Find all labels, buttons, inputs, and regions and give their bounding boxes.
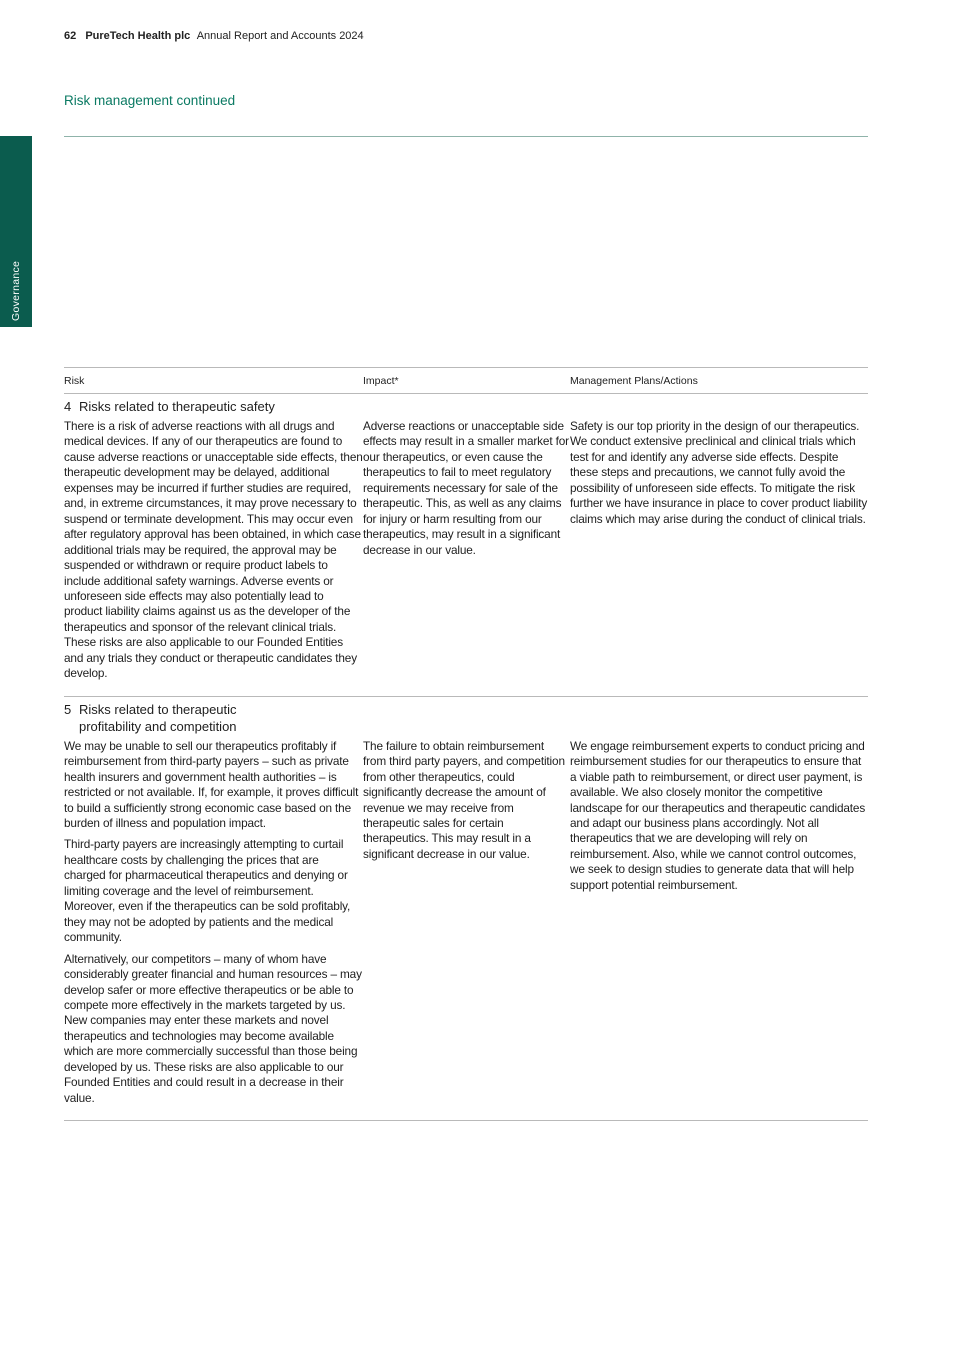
risk-title-text: Risks related to therapeutic safety	[79, 399, 275, 414]
risk-title	[64, 398, 868, 415]
risk-description	[64, 419, 363, 688]
governance-side-tab[interactable]	[0, 136, 32, 327]
page-number: 62	[64, 30, 77, 42]
risk-number: 4	[64, 399, 72, 414]
management-paragraph: We engage reimbursement experts to conduct pricing and reimbursement studies for our therapeutics to ensure that a viable path to reimbursement, or direct user payment, is available. We also closely monitor the competitive landscape for our therapeutics and therapeutic candidates and adapt our business plans accordingly. Not all therapeutics that we are developing will rely on reimbursement. Also, while we cannot control outcomes, we seek to design studies to generate data that will help support potential reimbursement.	[570, 738, 866, 892]
report-name: Annual Report and Accounts 2024	[196, 30, 364, 42]
risk-paragraph: Alternatively, our competitors – many of whom have considerably greater financial and human resources – may develop safer or more effective therapeutics or be able to compete more effectively in the markets targeted by us. New companies may enter these markets and novel therapeutics and technologies may become available which are more commercially successful than those being developed by us. These risks are also applicable to our Founded Entities and could result in a decrease in their value.	[64, 951, 362, 1105]
header-management: Management Plans/Actions	[570, 374, 698, 387]
side-tab-label: Governance	[10, 260, 22, 321]
risk-table	[64, 367, 868, 1121]
risk-title-text: Risks related to therapeutic profitability and competition	[79, 701, 237, 734]
header-risk: Risk	[64, 374, 85, 387]
header-impact: Impact*	[363, 374, 399, 387]
risk-paragraph: There is a risk of adverse reactions with all drugs and medical devices. If any of our therapeutics are found to cause adverse reactions or unacceptable side effects, then therapeutic development may be delayed, additional expenses may be incurred if further studies are required, and, in extreme circumstances, it may prove necessary to suspend or terminate development. This may occur even after regulatory approval has been obtained, in which case additional trials may be required, the approval may be suspended or withdrawn or require product labels to include additional safety warnings. Adverse events or unforeseen side effects may also potentially lead to product liability claims against us as the developer of the therapeutics and sponsor of the relevant clinical trials. These risks are also applicable to our Founded Entities and any trials they conduct or therapeutic candidates they develop.	[64, 419, 363, 681]
table-row	[64, 697, 868, 1121]
risk-paragraph: Third-party payers are increasingly attempting to curtail healthcare costs by challenging the prices that are charged for pharmaceutical therapeutics and denying or limiting coverage and the level of reimbursement. Moreover, even if the therapeutics can be sold profitably, they may not be adopted by patients and the medical community.	[64, 837, 351, 945]
risk-paragraph: We may be unable to sell our therapeutics profitably if reimbursement from third-party payers – such as private health insurers and government health authorities – is restricted or not available. If, for example, it proves difficult to build a sufficiently strong economic case based on the burden of illness and population impact.	[64, 738, 359, 830]
management-paragraph: Safety is our top priority in the design of our therapeutics. We conduct extensive preclinical and clinical trials which test for and identify any adverse side effects. Despite these steps and precautions, we cannot fully avoid the possibility of unforeseen side effects. To mitigate the risk further we have insurance in place to cover product liability claims which may arise during the conduct of clinical trials.	[570, 419, 868, 526]
page-header	[64, 30, 364, 42]
risk-title	[64, 701, 868, 735]
impact-text	[363, 419, 570, 688]
table-row	[64, 394, 868, 697]
impact-paragraph: Adverse reactions or unacceptable side effects may result in a smaller market for our therapeutics, or even cause the therapeutics to fail to meet regulatory requirements necessary for sale of the therapeutic. This, as well as any claims for injury or harm resulting from our therapeutics, may result in a significant decrease in our value.	[363, 419, 569, 557]
company-name: PureTech Health plc	[85, 30, 191, 42]
risk-description	[64, 739, 363, 1112]
table-header	[64, 368, 868, 394]
section-title: Risk management continued	[64, 93, 236, 108]
risk-number: 5	[64, 701, 72, 717]
divider	[64, 136, 868, 137]
impact-text	[363, 739, 570, 1112]
impact-paragraph: The failure to obtain reimbursement from third party payers, and competition from other therapeutics, could significantly decrease the amount of revenue we may receive from therapeutic sales for certain therapeutics. This may result in a significant decrease in our value.	[363, 738, 565, 861]
management-text	[570, 419, 868, 688]
management-text	[570, 739, 868, 1112]
